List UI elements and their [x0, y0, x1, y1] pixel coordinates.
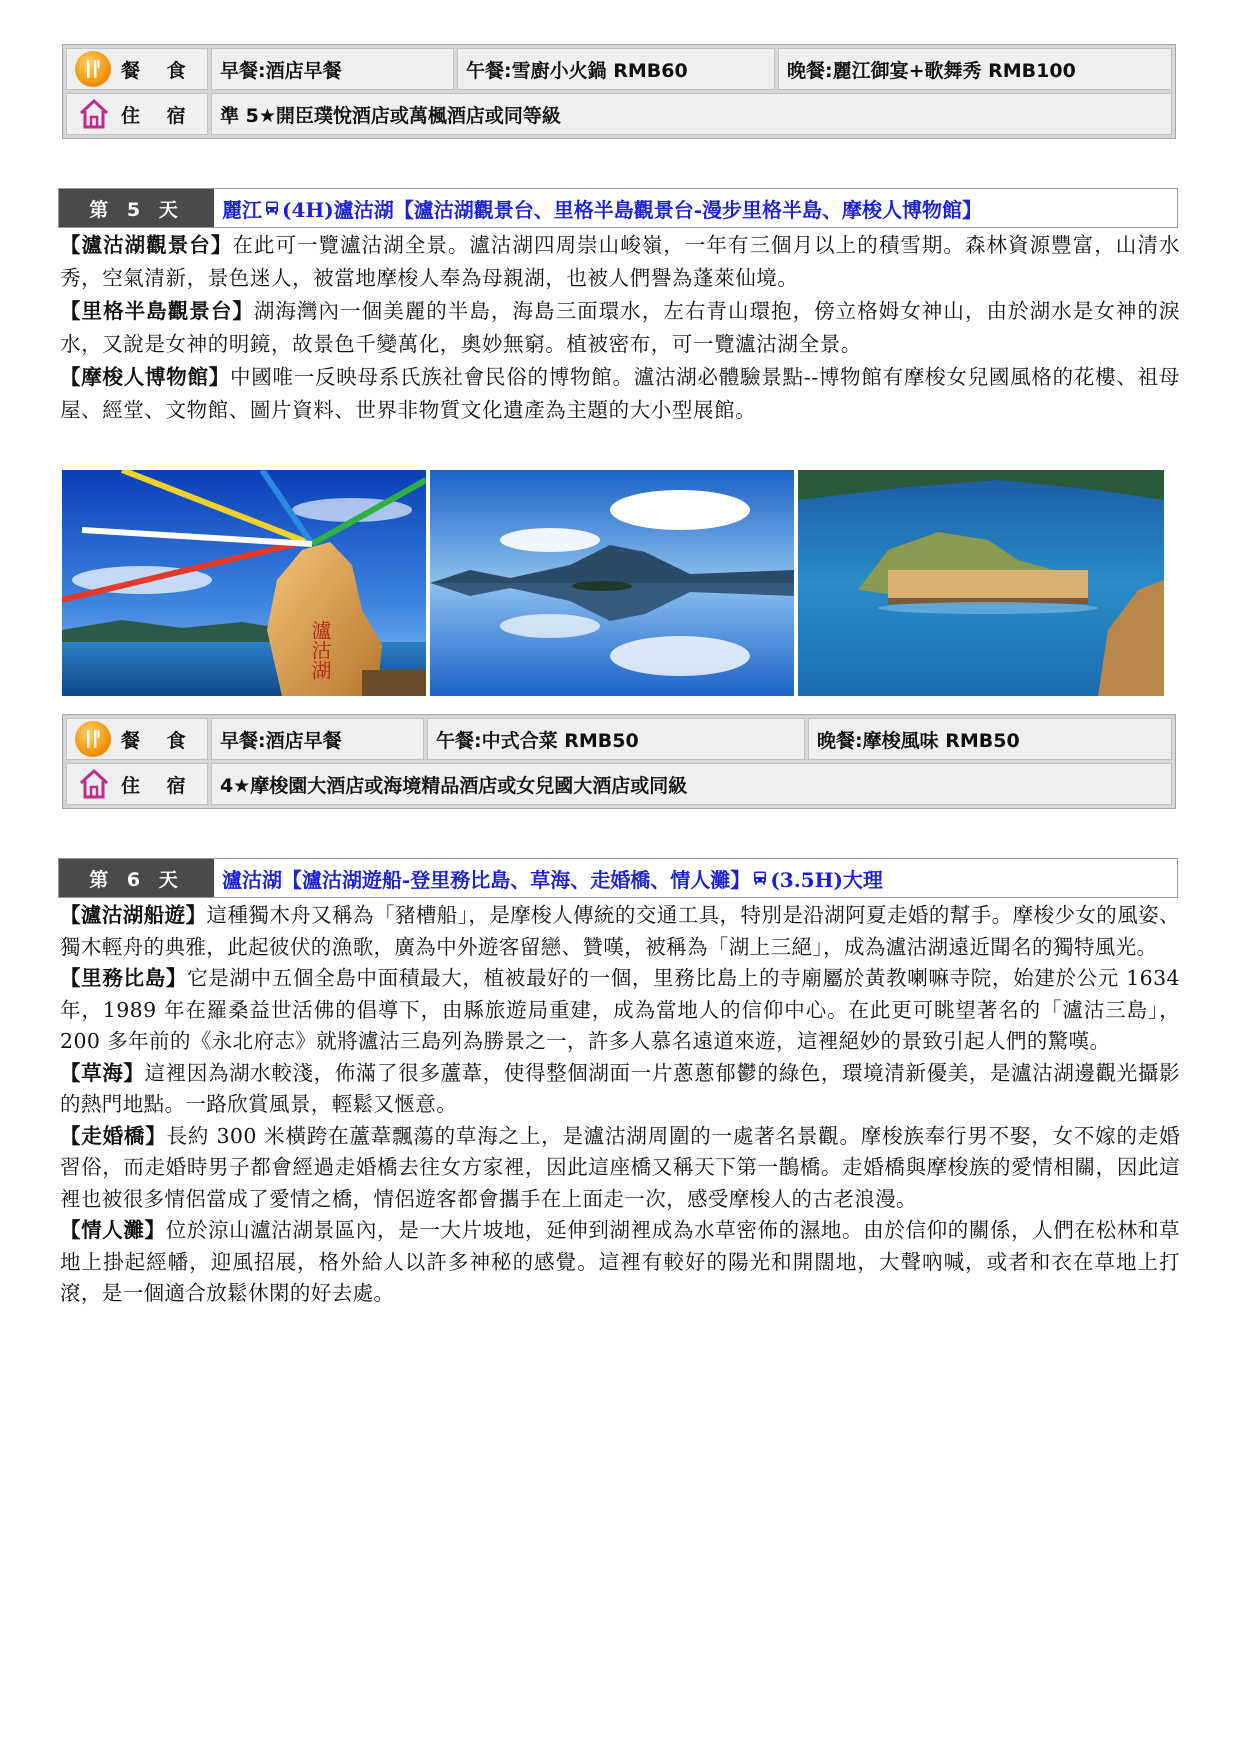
- attraction-heading: 【瀘沽湖船遊】: [60, 903, 207, 927]
- attraction-text: 在此可一覽瀘沽湖全景。瀘沽湖四周崇山峻嶺，一年有三個月以上的積雪期。森林資源豐富，山清水秀，空氣清新，景色迷人，被當地摩梭人奉為母親湖，也被人們譽為蓬萊仙境。: [60, 233, 1180, 290]
- dinner-cell: 晚餐:麗江御宴+歌舞秀 RMB100: [778, 48, 1172, 90]
- attraction-heading: 【里格半島觀景台】: [60, 299, 254, 323]
- attraction-item: [60, 1058, 1180, 1121]
- attraction-text: 位於涼山瀘沽湖景區內，是一大片坡地，延伸到湖裡成為水草密佈的濕地。由於信仰的關係，人們在松林和草地上掛起經幡，迎風招展，格外給人以許多神秘的感覺。這裡有較好的陽光和開闊地，大聲吶喊，或者和衣在草地上打滾，是一個適合放鬆休閑的好去處。: [60, 1218, 1180, 1305]
- lodging-label-cell: [66, 93, 208, 135]
- attraction-item: [60, 900, 1180, 963]
- attraction-text: 湖海灣內一個美麗的半島，海島三面環水，左右青山環抱，傍立格姆女神山，由於湖水是女神的淚水，又說是女神的明鏡，故景色千變萬化，奧妙無窮。植被密布，可一覽瀘沽湖全景。: [60, 299, 1180, 356]
- attraction-heading: 【情人灘】: [60, 1218, 166, 1242]
- attraction-text: 中國唯一反映母系氏族社會民俗的博物館。瀘沽湖必體驗景點--博物館有摩梭女兒國風格的花樓、祖母屋、經堂、文物館、圖片資料、世界非物質文化遺產為主題的大小型展館。: [60, 365, 1180, 422]
- day6-description: [60, 900, 1180, 1310]
- utensils-icon: [75, 51, 111, 87]
- attraction-heading: 【走婚橋】: [60, 1123, 167, 1148]
- attraction-text: 長約 300 米橫跨在蘆葦飄蕩的草海之上，是瀘沽湖周圍的一處著名景觀。摩梭族奉行男不娶，女不嫁的走婚習俗，而走婚時男子都會經過走婚橋去往女方家裡，因此這座橋又稱天下第一鵲橋。走婚橋與摩梭族的愛情相關，因此這裡也被很多情侶當成了愛情之橋，情侶遊客都會攜手在上面走一次，感受摩梭人的古老浪漫。: [60, 1123, 1180, 1211]
- day5-description: [60, 229, 1180, 427]
- house-icon: [77, 97, 111, 131]
- day6-label: 第 6 天: [59, 859, 214, 897]
- attraction-item: [60, 361, 1180, 427]
- meal-label: 餐 食: [121, 59, 196, 82]
- breakfast-cell: 早餐:酒店早餐: [211, 48, 454, 90]
- house-icon: [77, 767, 111, 801]
- day6-title-rest: (3.5H)大理: [770, 867, 883, 892]
- lodging-cell: 4★摩梭園大酒店或海境精品酒店或女兒國大酒店或同級: [211, 763, 1172, 805]
- breakfast-cell: 早餐:酒店早餐: [211, 718, 424, 760]
- attraction-heading: 【摩梭人博物館】: [60, 365, 230, 389]
- attraction-heading: 【草海】: [60, 1060, 145, 1085]
- day6-title-start: 瀘沽湖【瀘沽湖遊船-登里務比島、草海、走婚橋、情人灘】: [222, 867, 751, 892]
- day5-label: 第 5 天: [59, 189, 214, 227]
- meal-label-cell: [66, 48, 208, 90]
- attraction-text: 這種獨木舟又稱為「豬槽船」，是摩梭人傳統的交通工具，特別是沿湖阿夏走婚的幫手。摩梭少女的風姿、獨木輕舟的典雅，此起彼伏的漁歌，廣為中外遊客留戀、贊嘆，被稱為「湖上三絕」，成為瀘沽湖遠近聞名的獨特風光。: [60, 903, 1181, 959]
- lodging-label: 住 宿: [121, 774, 196, 797]
- bus-icon: [752, 870, 768, 886]
- utensils-icon: [75, 721, 111, 757]
- photo-prayer-flags-stone: [62, 470, 426, 696]
- photo-lake-reflection: [430, 470, 794, 696]
- attraction-text: 這裡因為湖水較淺，佈滿了很多蘆葦，使得整個湖面一片蔥蔥郁鬱的綠色，環境清新優美，是瀘沽湖邊觀光攝影的熱門地點。一路欣賞風景，輕鬆又愜意。: [60, 1060, 1180, 1116]
- attraction-item: [60, 229, 1180, 295]
- meals-lodging-table-1: [62, 44, 1176, 139]
- day5-title: [214, 189, 1177, 227]
- lodging-label: 住 宿: [121, 104, 196, 127]
- attraction-heading: 【瀘沽湖觀景台】: [60, 233, 233, 257]
- meals-lodging-table-2: [62, 714, 1176, 809]
- lodging-cell: 準 5★開臣璞悅酒店或萬楓酒店或同等級: [211, 93, 1172, 135]
- attraction-item: [60, 963, 1180, 1058]
- attraction-text: 它是湖中五個全島中面積最大，植被最好的一個，里務比島上的寺廟屬於黃教喇嘛寺院，始建於公元 1634 年，1989 年在羅桑益世活佛的倡導下，由縣旅遊局重建，成為當地人的信仰中心。在此更可眺望著名的「瀘沽三島」，200 多年前的《永北府志》就將瀘沽三島列為勝景之一，許多人慕名遠道來遊，這裡絕妙的景致引起人們的驚嘆。: [60, 966, 1180, 1053]
- day5-title-start: 麗江: [222, 197, 262, 222]
- lodging-label-cell: [66, 763, 208, 805]
- attraction-heading: 【里務比島】: [60, 966, 188, 990]
- photo-peninsula: [798, 470, 1164, 696]
- meal-label: 餐 食: [121, 729, 196, 752]
- meal-label-cell: [66, 718, 208, 760]
- lunch-cell: 午餐:雪廚小火鍋 RMB60: [457, 48, 775, 90]
- day5-title-rest: (4H)瀘沽湖【瀘沽湖觀景台、里格半島觀景台-漫步里格半島、摩梭人博物館】: [282, 197, 983, 222]
- stone-inscription: 瀘沽湖: [308, 620, 332, 680]
- day6-title: [214, 859, 1177, 897]
- day6-header: [58, 858, 1178, 898]
- day5-header: [58, 188, 1178, 228]
- attraction-item: [60, 295, 1180, 361]
- bus-icon: [264, 200, 280, 216]
- lunch-cell: 午餐:中式合菜 RMB50: [427, 718, 805, 760]
- dinner-cell: 晚餐:摩梭風味 RMB50: [808, 718, 1172, 760]
- attraction-item: [60, 1215, 1180, 1310]
- attraction-item: [60, 1121, 1180, 1216]
